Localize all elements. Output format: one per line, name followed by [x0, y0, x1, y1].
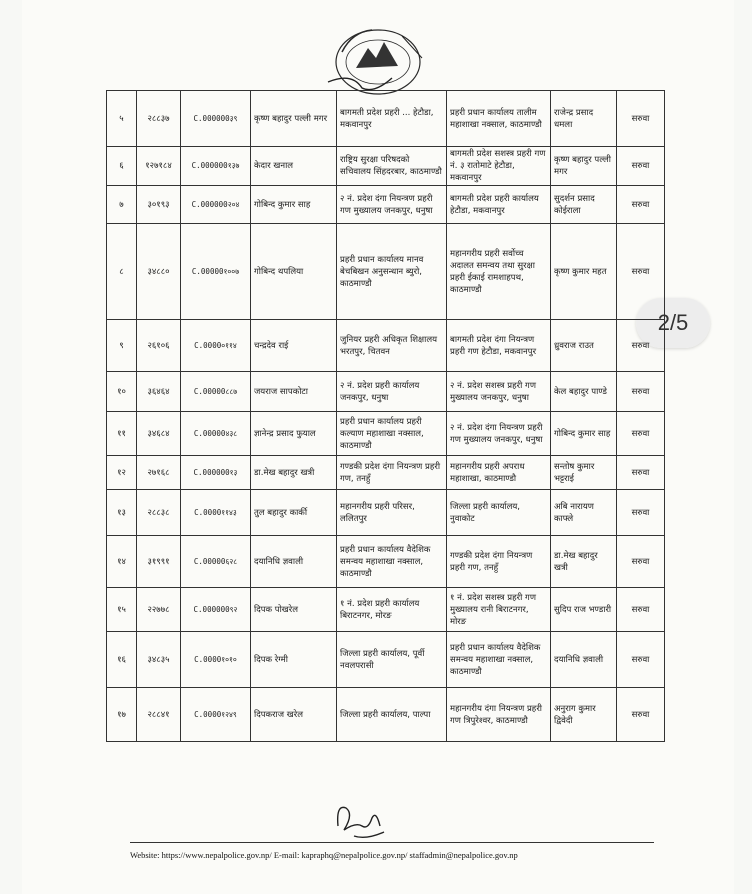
cell-status: सरुवा — [617, 588, 665, 632]
cell-num: २६१०६ — [137, 320, 181, 372]
cell-new: बागमती प्रदेश प्रहरी कार्यालय हेटौडा, मकवानपुर — [447, 186, 551, 224]
cell-name: दिपक पोखरेल — [251, 588, 337, 632]
cell-num: ३४८८० — [137, 224, 181, 320]
cell-name: तुल बहादुर कार्की — [251, 490, 337, 536]
cell-sn: १४ — [107, 536, 137, 588]
table-row — [107, 372, 665, 412]
cell-replacement: सुदिप राज भण्डारी — [551, 588, 617, 632]
table-row — [107, 186, 665, 224]
cell-name: केदार खनाल — [251, 147, 337, 186]
cell-current: २ नं. प्रदेश प्रहरी कार्यालय जनकपुर, धनुषा — [337, 372, 447, 412]
footer-divider — [130, 842, 654, 843]
table-row — [107, 536, 665, 588]
cell-name: दयानिधि ज्ञवाली — [251, 536, 337, 588]
cell-num: ३४८३५ — [137, 632, 181, 688]
table-row — [107, 490, 665, 536]
cell-name: कृष्ण बहादुर पल्ली मगर — [251, 91, 337, 147]
cell-sn: ११ — [107, 412, 137, 456]
cell-current: प्रहरी प्रधान कार्यालय वैदेशिक समन्वय महाशाखा नक्साल, काठमाण्डौ — [337, 536, 447, 588]
cell-current: प्रहरी प्रधान कार्यालय मानव बेचबिखन अनुसन्धान ब्युरो, काठमाण्डौ — [337, 224, 447, 320]
cell-sn: ७ — [107, 186, 137, 224]
cell-name: गोबिन्द कुमार साह — [251, 186, 337, 224]
cell-replacement: कृष्ण बहादुर पल्ली मगर — [551, 147, 617, 186]
cell-new: २ नं. प्रदेश दंगा नियन्त्रण प्रहरी गण मुख्यालय जनकपुर, धनुषा — [447, 412, 551, 456]
cell-name: चन्द्रदेव राई — [251, 320, 337, 372]
cell-num: २८८३७ — [137, 91, 181, 147]
cell-status: सरुवा — [617, 320, 665, 372]
cell-num: २८८३८ — [137, 490, 181, 536]
cell-status: सरुवा — [617, 412, 665, 456]
cell-current: जिल्ला प्रहरी कार्यालय, पाल्पा — [337, 688, 447, 742]
table-row — [107, 588, 665, 632]
table-row — [107, 91, 665, 147]
cell-code: C.0000१२४९ — [181, 688, 251, 742]
cell-replacement: अनुराग कुमार द्विवेदी — [551, 688, 617, 742]
cell-status: सरुवा — [617, 490, 665, 536]
cell-code: C.0000१०१० — [181, 632, 251, 688]
cell-sn: १० — [107, 372, 137, 412]
cell-current: महानगरीय प्रहरी परिसर, ललितपुर — [337, 490, 447, 536]
cell-sn: १६ — [107, 632, 137, 688]
cell-num: ३०१९३ — [137, 186, 181, 224]
cell-replacement: राजेन्द्र प्रसाद धमला — [551, 91, 617, 147]
cell-sn: ६ — [107, 147, 137, 186]
cell-new: प्रहरी प्रधान कार्यालय वैदेशिक समन्वय महाशाखा नक्साल, काठमाण्डौ — [447, 632, 551, 688]
cell-new: जिल्ला प्रहरी कार्यालय, नुवाकोट — [447, 490, 551, 536]
cell-code: C.0000११४३ — [181, 490, 251, 536]
cell-new: बागमती प्रदेश सशस्त्र प्रहरी गण नं. ३ रातोमाटे हेटौडा, मकवानपुर — [447, 147, 551, 186]
cell-name: दिपक रेग्मी — [251, 632, 337, 688]
cell-sn: ८ — [107, 224, 137, 320]
cell-code: C.00000१००७ — [181, 224, 251, 320]
cell-num: १२७१८४ — [137, 147, 181, 186]
page-indicator: 2/5 — [636, 298, 710, 348]
table-row — [107, 320, 665, 372]
cell-num: ३६४६४ — [137, 372, 181, 412]
cell-sn: १२ — [107, 456, 137, 490]
cell-replacement: दयानिधि ज्ञवाली — [551, 632, 617, 688]
cell-code: C.00000६२८ — [181, 536, 251, 588]
cell-sn: १३ — [107, 490, 137, 536]
cell-new: गण्डकी प्रदेश दंगा नियन्त्रण प्रहरी गण, तनहुँ — [447, 536, 551, 588]
cell-num: २८८४१ — [137, 688, 181, 742]
cell-code: C.000000१३७ — [181, 147, 251, 186]
cell-new: प्रहरी प्रधान कार्यालय तालीम महाशाखा नक्साल, काठमाण्डौ — [447, 91, 551, 147]
cell-new: बागमती प्रदेश दंगा नियन्त्रण प्रहरी गण हेटौडा, मकवानपुर — [447, 320, 551, 372]
cell-new: महानगरीय प्रहरी सर्वोच्च अदालत समन्वय तथा सुरक्षा प्रहरी ईकाई रामशाहपथ, काठमाण्डौ — [447, 224, 551, 320]
cell-current: प्रहरी प्रधान कार्यालय प्रहरी कल्याण महाशाखा नक्साल, काठमाण्डौ — [337, 412, 447, 456]
table-row — [107, 412, 665, 456]
cell-num: २२७७८ — [137, 588, 181, 632]
cell-replacement: सुदर्शन प्रसाद कोईराला — [551, 186, 617, 224]
signature — [332, 796, 392, 842]
cell-current: राष्ट्रिय सुरक्षा परिषदको सचिवालय सिंहदरबार, काठमाण्डौ — [337, 147, 447, 186]
cell-current: गण्डकी प्रदेश दंगा नियन्त्रण प्रहरी गण, तनहुँ — [337, 456, 447, 490]
cell-replacement: सन्तोष कुमार भट्टराई — [551, 456, 617, 490]
cell-new: २ नं. प्रदेश सशस्त्र प्रहरी गण मुख्यालय जनकपुर, धनुषा — [447, 372, 551, 412]
cell-replacement: ध्रुवराज राउत — [551, 320, 617, 372]
cell-current: जुनियर प्रहरी अधिकृत शिक्षालय भरतपुर, चितवन — [337, 320, 447, 372]
cell-code: C.00000४३८ — [181, 412, 251, 456]
cell-new: महानगरीय प्रहरी अपराध महाशाखा, काठमाण्डौ — [447, 456, 551, 490]
cell-new: १ नं. प्रदेश सशस्त्र प्रहरी गण मुख्यालय रानी बिराटनगर, मोरङ — [447, 588, 551, 632]
cell-name: जयराज सापकोटा — [251, 372, 337, 412]
cell-sn: ५ — [107, 91, 137, 147]
cell-code: C.000000३९ — [181, 91, 251, 147]
cell-code: C.0000०११४ — [181, 320, 251, 372]
cell-replacement: केल बहादुर पाण्डे — [551, 372, 617, 412]
cell-new: महानगरीय दंगा नियन्त्रण प्रहरी गण त्रिपुरेश्वर, काठमाण्डौ — [447, 688, 551, 742]
cell-current: जिल्ला प्रहरी कार्यालय, पूर्वी नवलपरासी — [337, 632, 447, 688]
cell-status: सरुवा — [617, 688, 665, 742]
cell-status: सरुवा — [617, 186, 665, 224]
table-row — [107, 147, 665, 186]
cell-status: सरुवा — [617, 147, 665, 186]
cell-status: सरुवा — [617, 372, 665, 412]
cell-name: दिपकराज खरेल — [251, 688, 337, 742]
transfer-table — [106, 90, 665, 742]
cell-code: C.000000१३ — [181, 456, 251, 490]
cell-num: ३४६८४ — [137, 412, 181, 456]
cell-current: १ नं. प्रदेश प्रहरी कार्यालय बिराटनगर, मोरङ — [337, 588, 447, 632]
cell-replacement: कृष्ण कुमार महत — [551, 224, 617, 320]
table-row — [107, 456, 665, 490]
police-seal-stamp — [322, 22, 434, 98]
table-row — [107, 224, 665, 320]
cell-status: सरुवा — [617, 224, 665, 320]
cell-num: २७१६८ — [137, 456, 181, 490]
cell-sn: १५ — [107, 588, 137, 632]
cell-name: गोबिन्द थपलिया — [251, 224, 337, 320]
footer-contact: Website: https://www.nepalpolice.gov.np/ E-mail: kapraphq@nepalpolice.gov.np/ staffadmin@nepalpolice.gov.np — [130, 850, 518, 860]
cell-current: बागमती प्रदेश प्रहरी ... हेटौडा, मकवानपुर — [337, 91, 447, 147]
table-row — [107, 688, 665, 742]
cell-replacement: गोबिन्द कुमार साह — [551, 412, 617, 456]
cell-status: सरुवा — [617, 91, 665, 147]
cell-current: २ नं. प्रदेश दंगा नियन्त्रण प्रहरी गण मुख्यालय जनकपुर, धनुषा — [337, 186, 447, 224]
cell-code: C.000000२०४ — [181, 186, 251, 224]
cell-status: सरुवा — [617, 456, 665, 490]
cell-sn: १७ — [107, 688, 137, 742]
cell-num: ३१९९१ — [137, 536, 181, 588]
cell-name: डा.मेख बहादुर खत्री — [251, 456, 337, 490]
cell-sn: ९ — [107, 320, 137, 372]
cell-replacement: डा.मेख बहादुर खत्री — [551, 536, 617, 588]
cell-replacement: अबि नारायण काफ्ले — [551, 490, 617, 536]
cell-code: C.00000८८७ — [181, 372, 251, 412]
cell-status: सरुवा — [617, 632, 665, 688]
cell-status: सरुवा — [617, 536, 665, 588]
cell-code: C.000000९२ — [181, 588, 251, 632]
cell-name: ज्ञानेन्द्र प्रसाद फुयाल — [251, 412, 337, 456]
table-row — [107, 632, 665, 688]
